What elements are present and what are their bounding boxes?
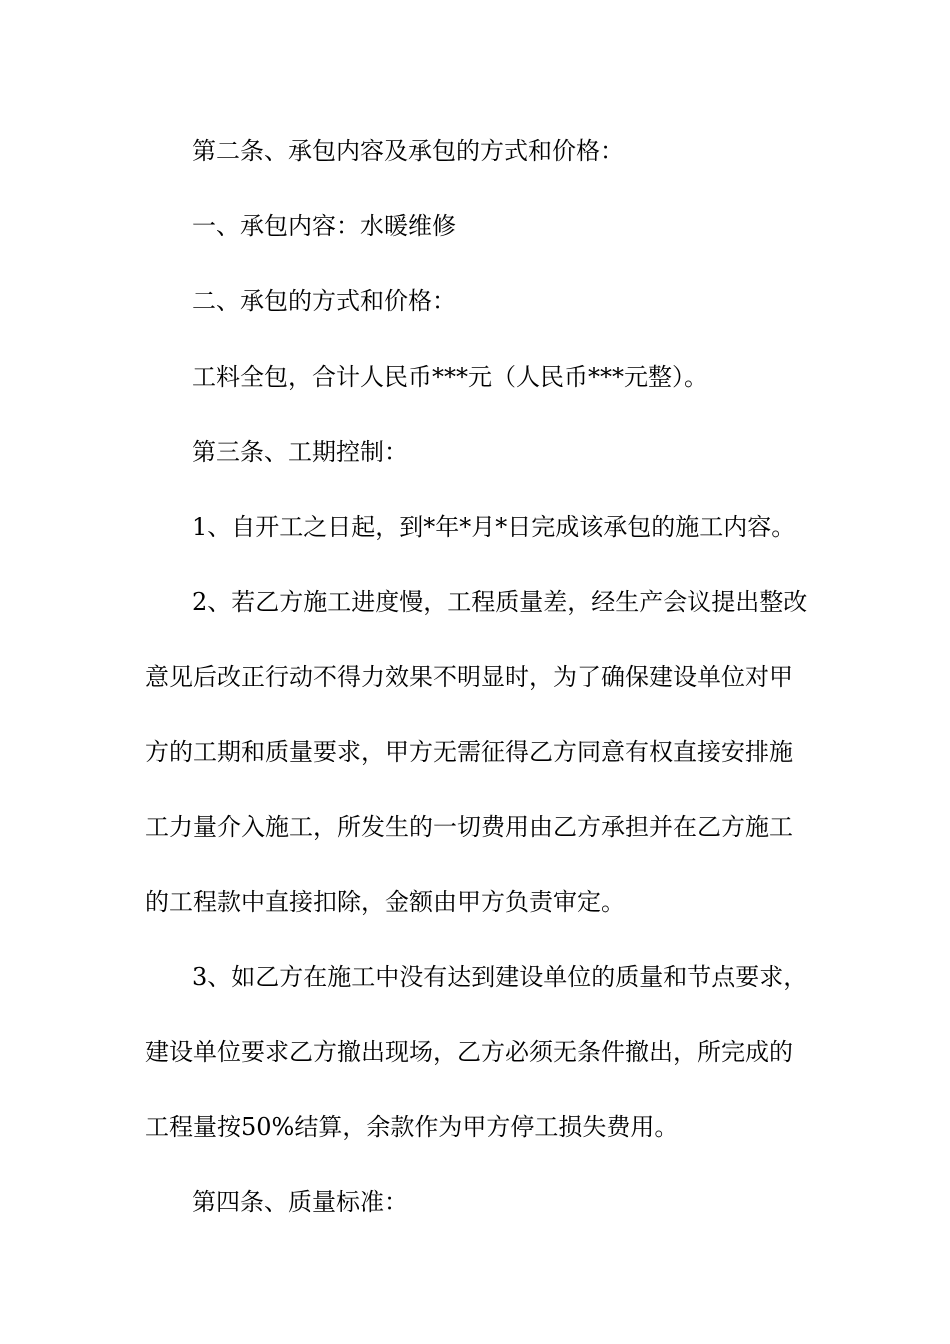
schedule-item-3-line-3: 工程量按50%结算，余款作为甲方停工损失费用。: [145, 1113, 679, 1141]
schedule-item-3-line-1: 3、如乙方在施工中没有达到建设单位的质量和节点要求，: [192, 963, 808, 991]
contract-method-heading: 二、承包的方式和价格：: [192, 287, 456, 315]
schedule-item-3-line-2: 建设单位要求乙方撤出现场，乙方必须无条件撤出，所完成的: [145, 1038, 793, 1066]
schedule-item-1: 1、自开工之日起，到*年*月*日完成该承包的施工内容。: [192, 513, 796, 541]
contract-content-line: 一、承包内容：水暖维修: [192, 212, 456, 240]
schedule-item-2-line-4: 工力量介入施工，所发生的一切费用由乙方承担并在乙方施工: [145, 813, 793, 841]
schedule-item-2-line-2: 意见后改正行动不得力效果不明显时，为了确保建设单位对甲: [145, 663, 793, 691]
schedule-item-2-line-3: 方的工期和质量要求，甲方无需征得乙方同意有权直接安排施: [145, 738, 793, 766]
schedule-item-2-line-1: 2、若乙方施工进度慢，工程质量差，经生产会议提出整改: [192, 588, 808, 616]
clause-3-heading: 第三条、工期控制：: [192, 438, 408, 466]
schedule-item-2-line-5: 的工程款中直接扣除，金额由甲方负责审定。: [145, 888, 625, 916]
clause-2-heading: 第二条、承包内容及承包的方式和价格：: [192, 137, 624, 165]
price-line: 工料全包，合计人民币***元（人民币***元整）。: [192, 363, 708, 391]
clause-4-heading: 第四条、质量标准：: [192, 1188, 408, 1216]
